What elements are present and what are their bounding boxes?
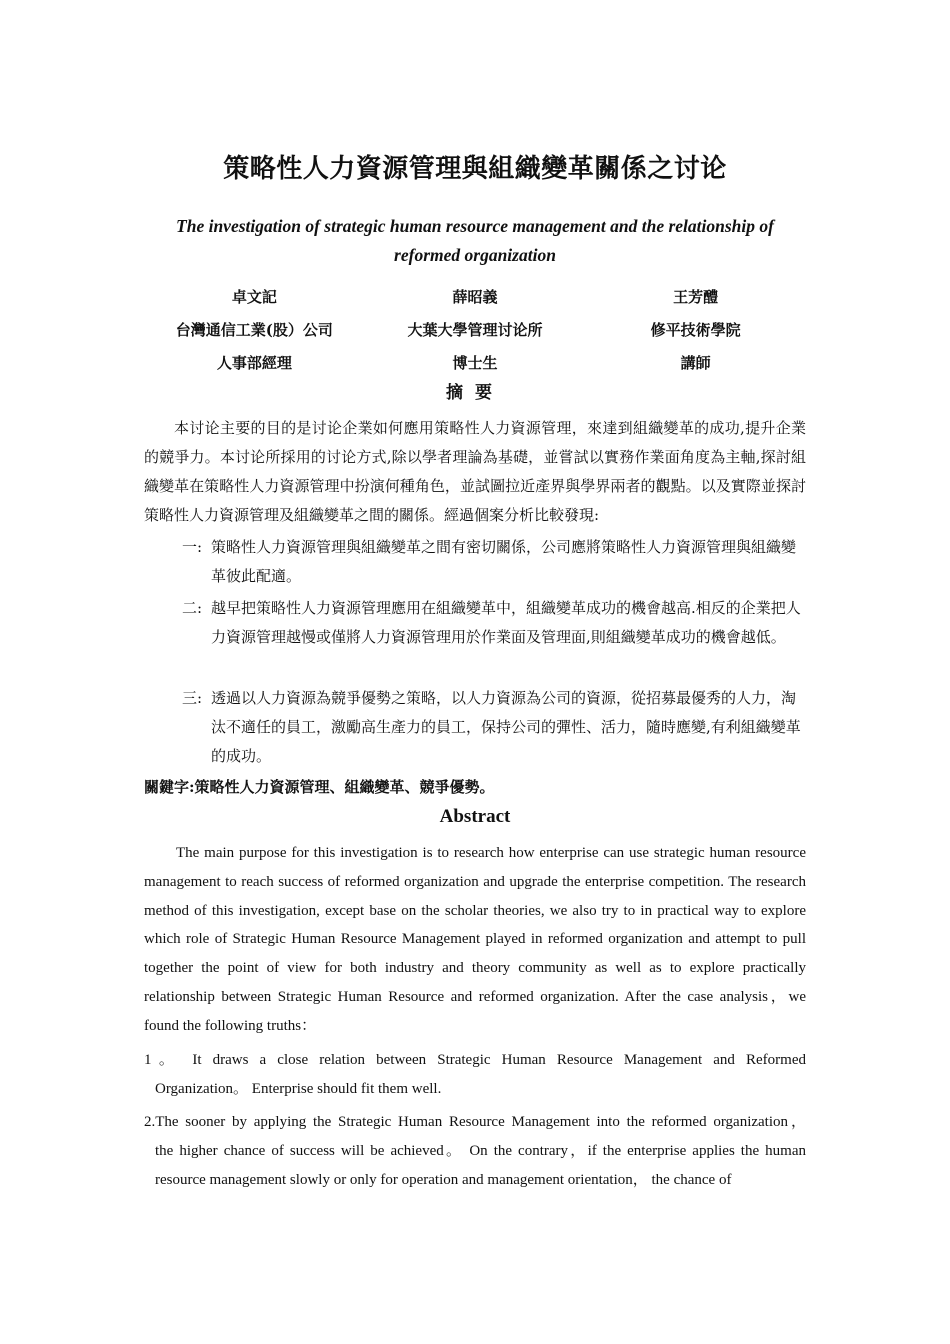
abstract-en-heading: Abstract bbox=[439, 806, 511, 827]
author-block bbox=[144, 280, 806, 379]
finding-text: 越早把策略性人力資源管理應用在組織變革中，組織變革成功的機會越高.相反的企業把人力資源管理越慢或僅將人力資源管理用於作業面及管理面,則組織變革成功的機會越低。 bbox=[211, 599, 801, 646]
finding-text: 透過以人力資源為競爭優勢之策略，以人力資源為公司的資源，從招募最優秀的人力，淘汰不適任的員工，激勵高生產力的員工，保持公司的彈性、活力，隨時應變,有利組織變革的成功。 bbox=[211, 689, 801, 765]
subtitle-line-2: reformed organization bbox=[394, 245, 556, 265]
author-position: 人事部經理 bbox=[216, 354, 292, 372]
finding-item-2 bbox=[182, 594, 806, 652]
abstract-en-paragraph: The main purpose for this investigation is to research how enterprise can use strategic human resource management to reach success of reformed organization and upgrade the enterprise competition. The research method of this investigation, except base on the scholar theories, we also try to in practical way to explore which role of Strategic Human Resource Management played in reformed organization and attempt to pull together the point of view for both industry and theory community as well as to explore practically relationship between Strategic Human Resource and reformed organization. After the case analysis，we found the following truths： bbox=[144, 845, 806, 1034]
author-affiliations-row bbox=[144, 313, 806, 346]
truth-item-2 bbox=[144, 1108, 806, 1194]
author-positions-row bbox=[144, 346, 806, 379]
abstract-cn-body bbox=[144, 414, 806, 530]
abstract-cn-paragraph: 本讨论主要的目的是讨论企業如何應用策略性人力資源管理，來達到組織變革的成功,提升企業的競爭力。本讨论所採用的讨论方式,除以學者理論為基礎，並嘗試以實務作業面角度為主軸,探討組織變革在策略性人力資源管理中扮演何種角色，並試圖拉近產界與學界兩者的觀點。以及實際並探討策略性人力資源管理及組織變革之間的關係。經過個案分析比較發現: bbox=[144, 419, 806, 524]
truth-rest: Organization。 Enterprise should fit them well. bbox=[155, 1080, 442, 1097]
author-affiliation: 修平技術學院 bbox=[650, 321, 741, 339]
truth-item-1 bbox=[144, 1046, 806, 1104]
author-name: 王芳醴 bbox=[673, 288, 719, 306]
finding-label: 三: bbox=[182, 689, 203, 707]
author-name: 薛昭義 bbox=[452, 288, 498, 306]
author-names-row bbox=[144, 280, 806, 313]
finding-label: 二: bbox=[182, 599, 203, 617]
truth-rest: the higher chance of success will be achieved。 On the contrary，if the enterprise applies the human resource management slowly or only for operation and management orientation， the chance of bbox=[155, 1142, 806, 1188]
paper-title: 策略性人力資源管理與組織變革關係之讨论 bbox=[223, 154, 727, 184]
truth-first-line: 2.The sooner by applying the Strategic Human Resource Management into the reformed organization， bbox=[144, 1114, 806, 1130]
finding-text: 策略性人力資源管理與組織變革之間有密切關係，公司應將策略性人力資源管理與組織變革彼此配適。 bbox=[211, 538, 797, 585]
author-name: 卓文記 bbox=[231, 288, 277, 306]
abstract-cn-heading: 摘要 bbox=[446, 383, 504, 403]
finding-item-3 bbox=[182, 684, 806, 771]
finding-label: 一: bbox=[182, 538, 203, 556]
paper-subtitle bbox=[144, 212, 806, 270]
author-affiliation: 台灣通信工業(股）公司 bbox=[175, 321, 333, 339]
subtitle-line-1: The investigation of strategic human resource management and the relationship of bbox=[176, 216, 774, 236]
author-position: 博士生 bbox=[452, 354, 498, 372]
finding-item-1 bbox=[182, 533, 806, 591]
author-position: 講師 bbox=[680, 354, 711, 372]
truth-first-line: 1。 It draws a close relation between Strategic Human Resource Management and Reformed bbox=[144, 1052, 806, 1068]
keywords: 關鍵字:策略性人力資源管理、組織變革、競爭優勢。 bbox=[144, 778, 495, 796]
abstract-en-body bbox=[144, 839, 806, 1041]
author-affiliation: 大葉大學管理讨论所 bbox=[407, 321, 543, 339]
